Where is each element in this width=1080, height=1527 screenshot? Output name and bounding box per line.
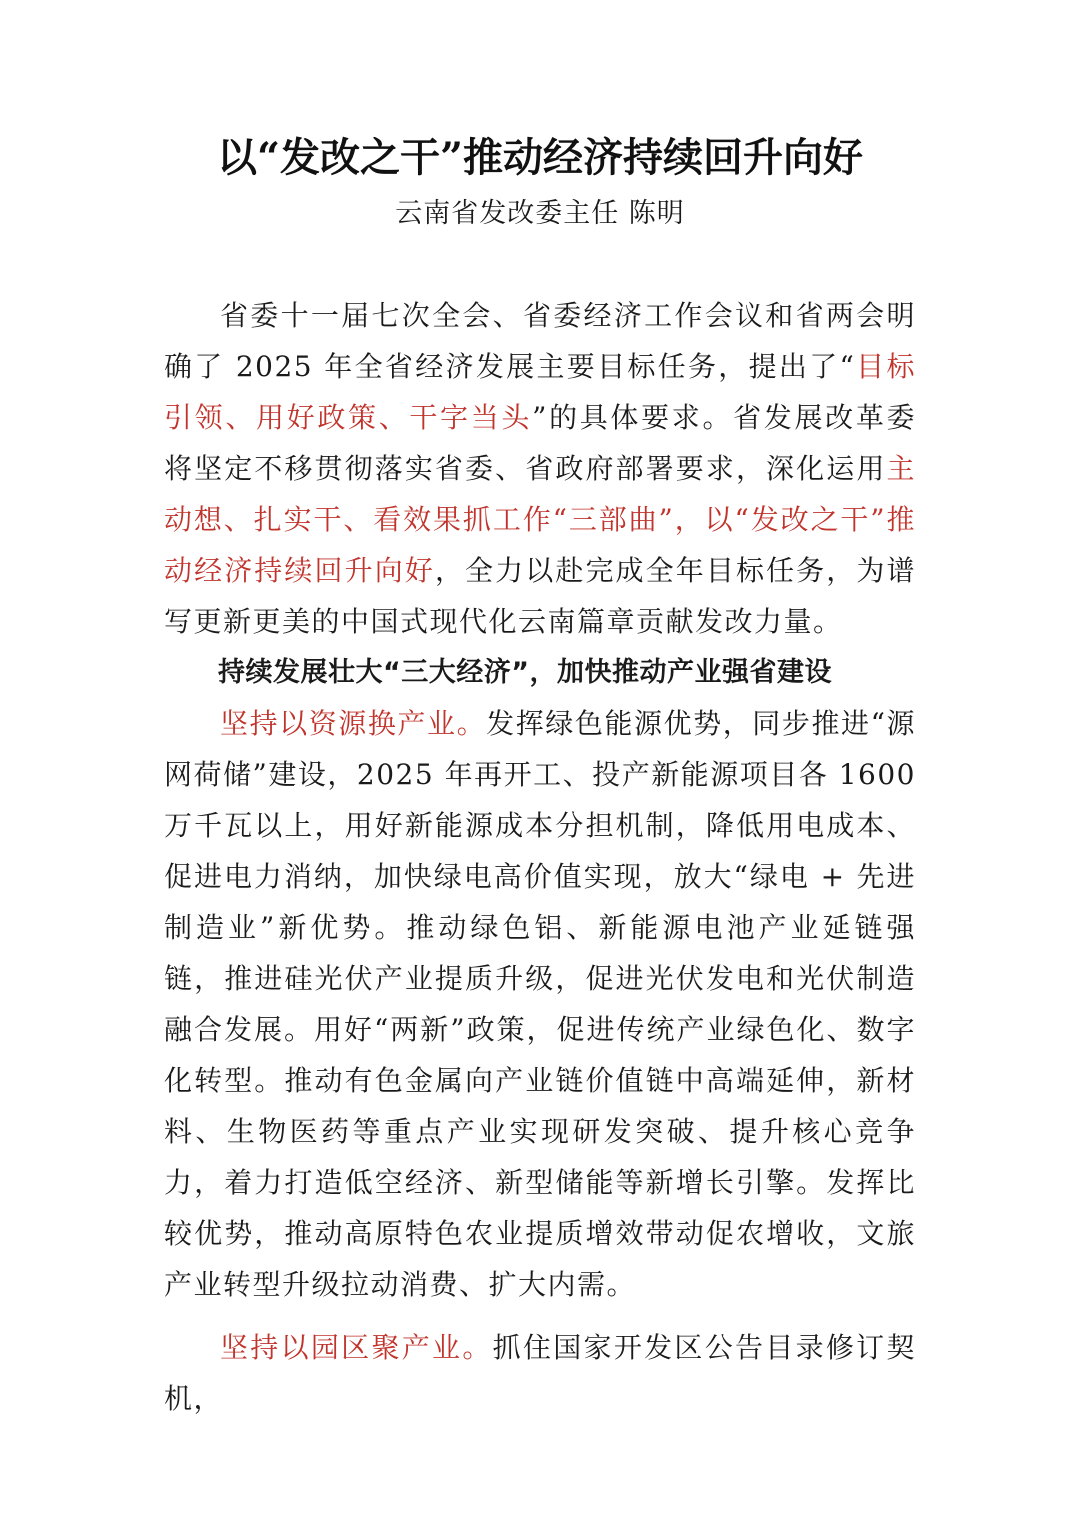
paragraph-parks — [164, 1322, 916, 1424]
text-segment: 发挥绿色能源优势，同步推进“源网荷储”建设，2025 年再开工、投产新能源项目各 1600 万千瓦以上，用好新能源成本分担机制，降低用电成本、促进电力消纳，加快绿电高价值实现，放大“绿电 + 先进制造业”新优势。推动绿色铝、新能源电池产业延链强链，推进硅光伏产业提质升级，促进光伏发电和光伏制造融合发展。用好“两新”政策，促进传统产业绿色化、数字化转型。推动有色金属向产业链价值链中高端延伸，新材料、生物医药等重点产业实现研发突破、提升核心竞争力，着力打造低空经济、新型储能等新增长引擎。发挥比较优势，推动高原特色农业提质增效带动促农增收，文旅产业转型升级拉动消费、扩大内需。 — [164, 707, 916, 1301]
highlight-segment: 坚持以园区聚产业。 — [220, 1331, 493, 1364]
document-body — [164, 290, 916, 1424]
text-segment: 抓住国家开发区公告目录修订契机， — [164, 1331, 916, 1415]
text-segment: ”的具体要求。省发展改革委将坚定不移贯彻落实省委、省政府部署要求，深化运用 — [164, 401, 916, 485]
highlight-segment: 目标引领、用好政策、干字当头 — [164, 350, 916, 434]
highlight-segment: 主动想、扎实干、看效果抓工作“三部曲”，以“发改之干”推动经济持续回升向好 — [164, 452, 916, 587]
paragraph-resources — [164, 698, 916, 1310]
text-segment: ，全力以赴完成全年目标任务，为谱写更新更美的中国式现代化云南篇章贡献发改力量。 — [164, 554, 916, 638]
document-title: 以“发改之干”推动经济持续回升向好 — [216, 134, 863, 181]
text-segment: 省委十一届七次全会、省委经济工作会议和省两会明确了 2025 年全省经济发展主要目标任务，提出了“ — [164, 299, 916, 383]
section-heading: 持续发展壮大“三大经济”，加快推动产业强省建设 — [218, 657, 832, 688]
author-line: 云南省发改委主任 陈明 — [395, 198, 685, 229]
highlight-segment: 坚持以资源换产业。 — [220, 707, 487, 740]
paragraph-intro — [164, 290, 916, 647]
